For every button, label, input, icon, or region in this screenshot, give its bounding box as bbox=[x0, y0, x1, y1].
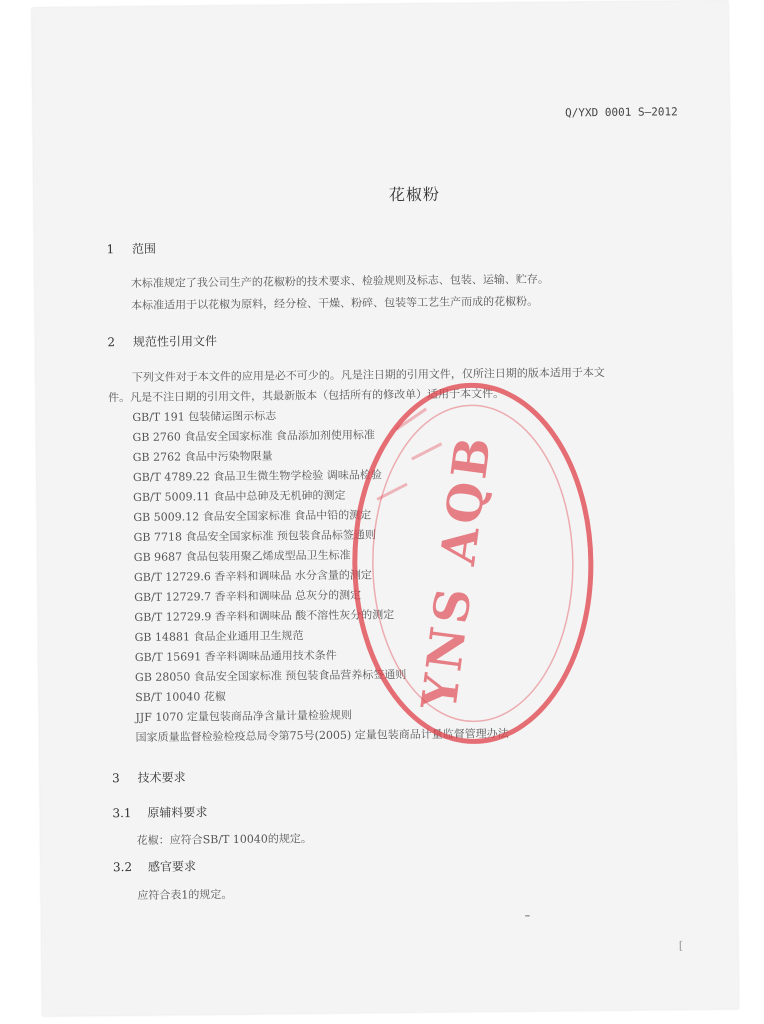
section-3-number: 3 bbox=[111, 771, 120, 786]
reference-item: GB/T 5009.11 食品中总砷及无机砷的测定 bbox=[133, 488, 346, 504]
section-1-paragraph-2: 本标准适用于以花椒为原料，经分检、干燥、粉碎、包装等工艺生产而成的花椒粉。 bbox=[131, 294, 539, 312]
section-3-1-number: 3.1 bbox=[112, 806, 132, 821]
reference-item: GB/T 4789.22 食品卫生微生物学检验 调味品检验 bbox=[132, 468, 382, 484]
section-1-title: 范围 bbox=[131, 241, 157, 256]
document-title: 花椒粉 bbox=[388, 184, 441, 205]
section-2-paragraph-1: 下列文件对于本文件的应用是必不可少的。凡是注日期的引用文件，仅所注日期的版本适用于本文 bbox=[131, 366, 605, 384]
reference-item: GB/T 12729.9 香辛料和调味品 酸不溶性灰分的测定 bbox=[134, 608, 395, 624]
section-2-paragraph-2: 件。凡是不注日期的引用文件，其最新版本（包括所有的修改单）适用于本文件。 bbox=[108, 387, 505, 405]
seal-code-text: YNS AQB bbox=[411, 430, 503, 713]
section-2-number: 2 bbox=[107, 335, 116, 350]
section-3-2-number: 3.2 bbox=[112, 859, 133, 875]
section-3-1-heading bbox=[112, 803, 207, 821]
reference-item: GB 5009.12 食品安全国家标准 食品中铅的测定 bbox=[133, 508, 372, 524]
section-1-heading bbox=[106, 240, 156, 258]
document-page bbox=[32, 1, 739, 1016]
section-3-2-title: 感官要求 bbox=[147, 859, 197, 874]
reference-item: GB 14881 食品企业通用卫生规范 bbox=[134, 629, 304, 644]
reference-item: GB 9687 食品包装用聚乙烯成型品卫生标准 bbox=[133, 548, 351, 564]
reference-item: GB/T 12729.6 香辛料和调味品 水分含量的测定 bbox=[133, 568, 372, 584]
reference-item: GB 2762 食品中污染物限量 bbox=[132, 449, 273, 464]
section-1-paragraph-1: 木标准规定了我公司生产的花椒粉的技术要求、检验规则及标志、包装、运输、贮存。 bbox=[130, 272, 549, 290]
section-3-title: 技术要求 bbox=[137, 770, 186, 785]
seal-faded-characters bbox=[376, 409, 442, 500]
section-2-title: 规范性引用文件 bbox=[132, 334, 218, 349]
company-seal-stamp bbox=[336, 367, 620, 760]
section-3-1-paragraph: 花椒：应符合SB/T 10040的规定。 bbox=[136, 832, 312, 847]
section-3-heading bbox=[112, 768, 186, 786]
standard-number: Q/YXD 0001 S—2012 bbox=[565, 105, 678, 120]
reference-item: SB/T 10040 花椒 bbox=[135, 690, 226, 704]
reference-item: 国家质量监督检验检疫总局令第75号(2005) 定量包装商品计量监督管理办法 bbox=[135, 727, 509, 744]
reference-item: GB/T 191 包装储运图示标志 bbox=[132, 409, 277, 424]
section-3-2-heading bbox=[113, 857, 196, 875]
section-2-heading bbox=[107, 332, 217, 350]
page-edge-mark: [ bbox=[678, 939, 684, 953]
reference-item: JJF 1070 定量包装商品净含量计量检验规则 bbox=[135, 708, 352, 724]
section-3-1-title: 原辅料要求 bbox=[147, 805, 208, 820]
seal-outer-ring bbox=[353, 384, 593, 742]
reference-item: GB/T 15691 香辛料调味品通用技术条件 bbox=[134, 648, 337, 664]
reference-item: GB 28050 食品安全国家标准 预包装食品营养标签通则 bbox=[134, 668, 407, 684]
section-1-number: 1 bbox=[106, 242, 115, 257]
section-3-2-paragraph: 应符合表1的规定。 bbox=[137, 887, 233, 902]
footer-mark: – bbox=[524, 908, 531, 922]
reference-item: GB/T 12729.7 香辛料和调味品 总灰分的测定 bbox=[134, 588, 362, 604]
reference-item: GB 7718 食品安全国家标准 预包装食品标签通则 bbox=[133, 528, 376, 544]
reference-item: GB 2760 食品安全国家标准 食品添加剂使用标准 bbox=[132, 428, 375, 444]
